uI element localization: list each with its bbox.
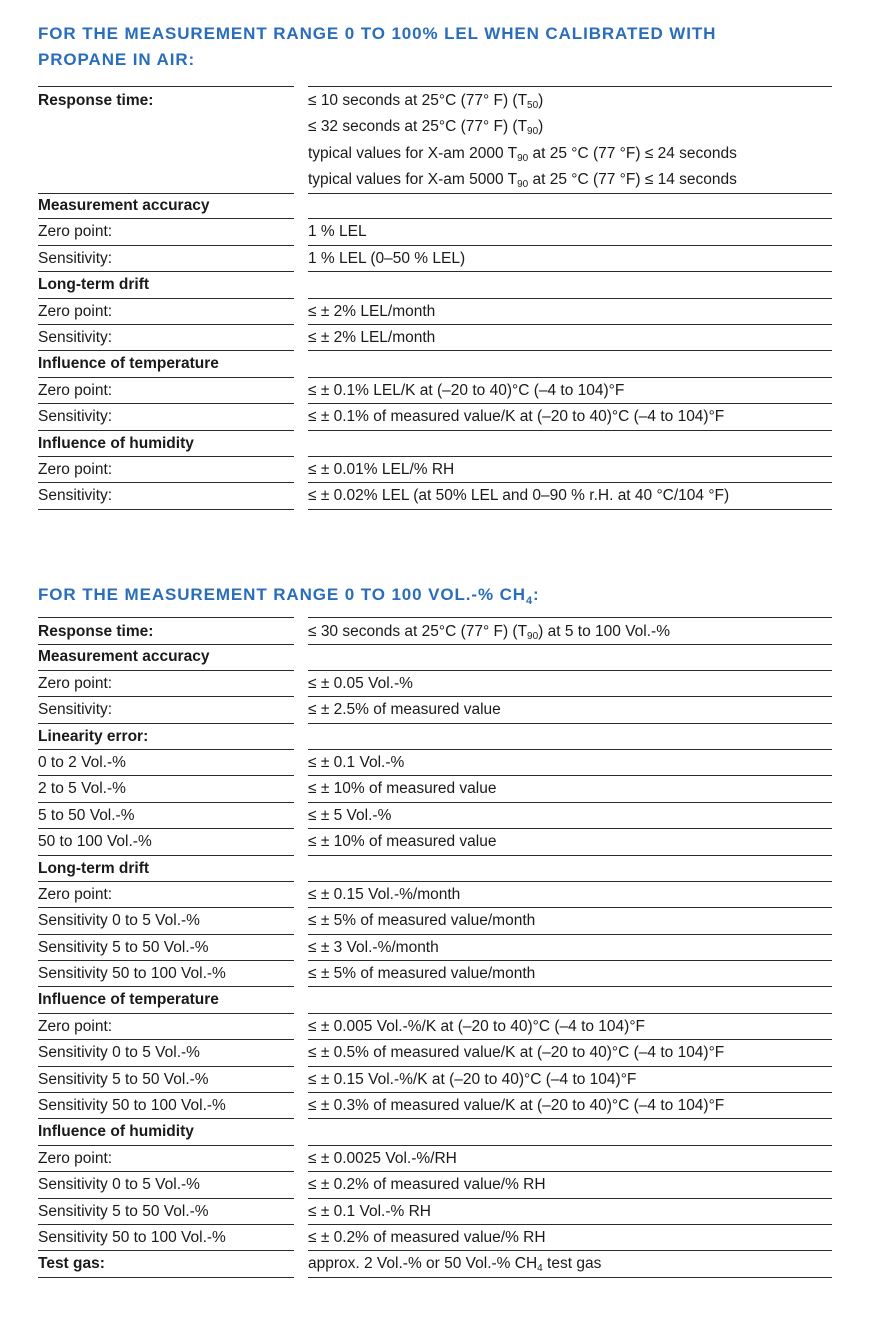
response-time-xam5000: typical values for X-am 5000 $T_{90}$ at 25 °C (77 °F) ≤ 14 seconds — [308, 171, 737, 191]
spec-row-sensitivity — [38, 403, 832, 429]
spec-label: Sensitivity 5 to 50 Vol.-% — [38, 934, 294, 961]
section2-title: FOR THE MEASUREMENT RANGE 0 TO 100 VOL.-% $CH_4$: — [38, 585, 540, 607]
spec-row-sensitivity — [38, 245, 832, 271]
group-heading-long-term-drift — [38, 855, 832, 881]
response-time-row — [38, 617, 832, 643]
spec-label: Sensitivity 5 to 50 Vol.-% — [38, 1066, 294, 1093]
response-time-label: Response time: — [38, 86, 294, 194]
group-heading-influence-of-humidity — [38, 1118, 832, 1144]
spec-value: ≤ ± 5 Vol.-% — [308, 802, 832, 829]
test-gas-row — [38, 1250, 832, 1276]
spec-label: Zero point: — [38, 1013, 294, 1040]
group-heading-influence-of-humidity — [38, 430, 832, 456]
spec-row-50-to-100-vol — [38, 828, 832, 854]
spec-label: Measurement accuracy — [38, 192, 294, 219]
spec-value: ≤ ± 0.005 Vol.-%/K at (–20 to 40)°C (–4 to 104)°F — [308, 1013, 832, 1040]
group-heading-linearity-error — [38, 723, 832, 749]
spec-row-sensitivity-50-to-100-vol — [38, 960, 832, 986]
spec-value: ≤ ± 10% of measured value — [308, 775, 832, 802]
spec-value: ≤ ± 0.5% of measured value/K at (–20 to 40)°C (–4 to 104)°F — [308, 1039, 832, 1066]
group-heading-measurement-accuracy — [38, 643, 832, 669]
spec-row-zero-point — [38, 881, 832, 907]
test-gas-value: approx. 2 Vol.-% or 50 Vol.-% $CH_4$ test gas — [308, 1250, 832, 1277]
spec-value: ≤ ± 0.1% LEL/K at (–20 to 40)°C (–4 to 104)°F — [308, 377, 832, 404]
spec-label: Zero point: — [38, 456, 294, 483]
spec-row-sensitivity-50-to-100-vol — [38, 1224, 832, 1250]
spec-label: Sensitivity 0 to 5 Vol.-% — [38, 1039, 294, 1066]
spec-value — [308, 855, 832, 882]
spec-label: Zero point: — [38, 1145, 294, 1172]
response-time-t90: ≤ 32 seconds at 25°C (77° F) $(T_{90})$ — [308, 118, 544, 138]
spec-row-sensitivity-0-to-5-vol — [38, 1039, 832, 1065]
spec-row-sensitivity-0-to-5-vol — [38, 907, 832, 933]
spec-value: ≤ ± 0.15 Vol.-%/month — [308, 881, 832, 908]
spec-label: Sensitivity 50 to 100 Vol.-% — [38, 1092, 294, 1119]
spec-value: ≤ ± 0.0025 Vol.-%/RH — [308, 1145, 832, 1172]
spec-value — [308, 350, 832, 377]
spec-row-sensitivity-5-to-50-vol — [38, 1198, 832, 1224]
response-time-label: Response time: — [38, 617, 294, 645]
spec-value: ≤ ± 0.2% of measured value/% RH — [308, 1224, 832, 1251]
spec-row-5-to-50-vol — [38, 802, 832, 828]
spec-row-sensitivity-5-to-50-vol — [38, 1066, 832, 1092]
spec-value — [308, 271, 832, 298]
spec-value: ≤ ± 0.2% of measured value/% RH — [308, 1171, 832, 1198]
spec-row-zero-point — [38, 1145, 832, 1171]
spec-row-sensitivity — [38, 696, 832, 722]
spec-value: ≤ ± 0.1 Vol.-% RH — [308, 1198, 832, 1225]
spec-value — [308, 430, 832, 457]
spec-value: ≤ ± 5% of measured value/month — [308, 907, 832, 934]
spec-label: Zero point: — [38, 298, 294, 325]
spec-row-zero-point — [38, 456, 832, 482]
spec-value: ≤ ± 0.05 Vol.-% — [308, 670, 832, 697]
spec-value — [308, 1118, 832, 1145]
response-time-values — [308, 86, 832, 194]
spec-value: 1 % LEL — [308, 218, 832, 245]
section1-title-line2: PROPANE IN AIR: — [38, 50, 196, 69]
spec-row-2-to-5-vol — [38, 775, 832, 801]
spec-row-sensitivity-5-to-50-vol — [38, 934, 832, 960]
spec-value — [308, 723, 832, 750]
spec-row-zero-point — [38, 298, 832, 324]
spec-label: Sensitivity: — [38, 403, 294, 430]
section1-title-line1: FOR THE MEASUREMENT RANGE 0 TO 100% LEL WHEN CALIBRATED WITH — [38, 24, 717, 43]
spec-value — [308, 643, 832, 670]
spec-row-0-to-2-vol — [38, 749, 832, 775]
spec-label: Sensitivity: — [38, 482, 294, 509]
spec-label: Measurement accuracy — [38, 643, 294, 670]
spec-label: 5 to 50 Vol.-% — [38, 802, 294, 829]
spec-label: Sensitivity 50 to 100 Vol.-% — [38, 1224, 294, 1251]
spec-label: 2 to 5 Vol.-% — [38, 775, 294, 802]
spec-label: 0 to 2 Vol.-% — [38, 749, 294, 776]
response-time-row — [38, 86, 832, 192]
group-heading-long-term-drift — [38, 271, 832, 297]
spec-label: Sensitivity 50 to 100 Vol.-% — [38, 960, 294, 987]
section2-spec-table — [38, 617, 832, 1277]
spec-row-zero-point — [38, 1013, 832, 1039]
spec-value: 1 % LEL (0–50 % LEL) — [308, 245, 832, 272]
spec-value: ≤ ± 3 Vol.-%/month — [308, 934, 832, 961]
spec-label: Long-term drift — [38, 855, 294, 882]
spec-label: Influence of humidity — [38, 430, 294, 457]
test-gas-label: Test gas: — [38, 1250, 294, 1277]
spec-label: Influence of humidity — [38, 1118, 294, 1145]
response-time-t50: ≤ 10 seconds at 25°C (77° F) $(T_{50})$ — [308, 92, 544, 111]
spec-value: ≤ ± 0.3% of measured value/K at (–20 to 40)°C (–4 to 104)°F — [308, 1092, 832, 1119]
spec-label: Sensitivity: — [38, 324, 294, 351]
spec-value — [308, 986, 832, 1013]
spec-label: Sensitivity: — [38, 696, 294, 723]
spec-value: ≤ ± 10% of measured value — [308, 828, 832, 855]
spec-label: Long-term drift — [38, 271, 294, 298]
spec-label: Sensitivity 5 to 50 Vol.-% — [38, 1198, 294, 1225]
spec-row-sensitivity — [38, 324, 832, 350]
spec-label: Linearity error: — [38, 723, 294, 750]
response-time-value: ≤ 30 seconds at 25°C (77° F) $(T_{90})$ at 5 to 100 Vol.-% — [308, 617, 832, 645]
section1-spec-table — [38, 86, 832, 509]
group-heading-influence-of-temperature — [38, 350, 832, 376]
spec-label: Influence of temperature — [38, 350, 294, 377]
spec-label: Sensitivity 0 to 5 Vol.-% — [38, 907, 294, 934]
spec-label: Sensitivity: — [38, 245, 294, 272]
spec-label: Sensitivity 0 to 5 Vol.-% — [38, 1171, 294, 1198]
spec-label: Zero point: — [38, 670, 294, 697]
spec-value: ≤ ± 0.02% LEL (at 50% LEL and 0–90 % r.H. at 40 °C/104 °F) — [308, 482, 832, 509]
spec-value: ≤ ± 2.5% of measured value — [308, 696, 832, 723]
spec-label: 50 to 100 Vol.-% — [38, 828, 294, 855]
spec-row-sensitivity-0-to-5-vol — [38, 1171, 832, 1197]
group-heading-measurement-accuracy — [38, 192, 832, 218]
spec-row-zero-point — [38, 377, 832, 403]
spec-label: Zero point: — [38, 377, 294, 404]
spec-row-zero-point — [38, 670, 832, 696]
spec-label: Zero point: — [38, 218, 294, 245]
spec-row-sensitivity — [38, 482, 832, 508]
spec-value — [308, 192, 832, 219]
response-time-xam2000: typical values for X-am 2000 $T_{90}$ at 25 °C (77 °F) ≤ 24 seconds — [308, 144, 737, 164]
spec-value: ≤ ± 2% LEL/month — [308, 324, 832, 351]
spec-row-zero-point — [38, 218, 832, 244]
spec-label: Zero point: — [38, 881, 294, 908]
spec-value: ≤ ± 0.1% of measured value/K at (–20 to 40)°C (–4 to 104)°F — [308, 403, 832, 430]
spec-value: ≤ ± 5% of measured value/month — [308, 960, 832, 987]
section1-title — [38, 21, 818, 73]
group-heading-influence-of-temperature — [38, 986, 832, 1012]
spec-label: Influence of temperature — [38, 986, 294, 1013]
spec-value: ≤ ± 0.1 Vol.-% — [308, 749, 832, 776]
spec-value: ≤ ± 0.15 Vol.-%/K at (–20 to 40)°C (–4 to 104)°F — [308, 1066, 832, 1093]
spec-value: ≤ ± 0.01% LEL/% RH — [308, 456, 832, 483]
spec-row-sensitivity-50-to-100-vol — [38, 1092, 832, 1118]
spec-value: ≤ ± 2% LEL/month — [308, 298, 832, 325]
